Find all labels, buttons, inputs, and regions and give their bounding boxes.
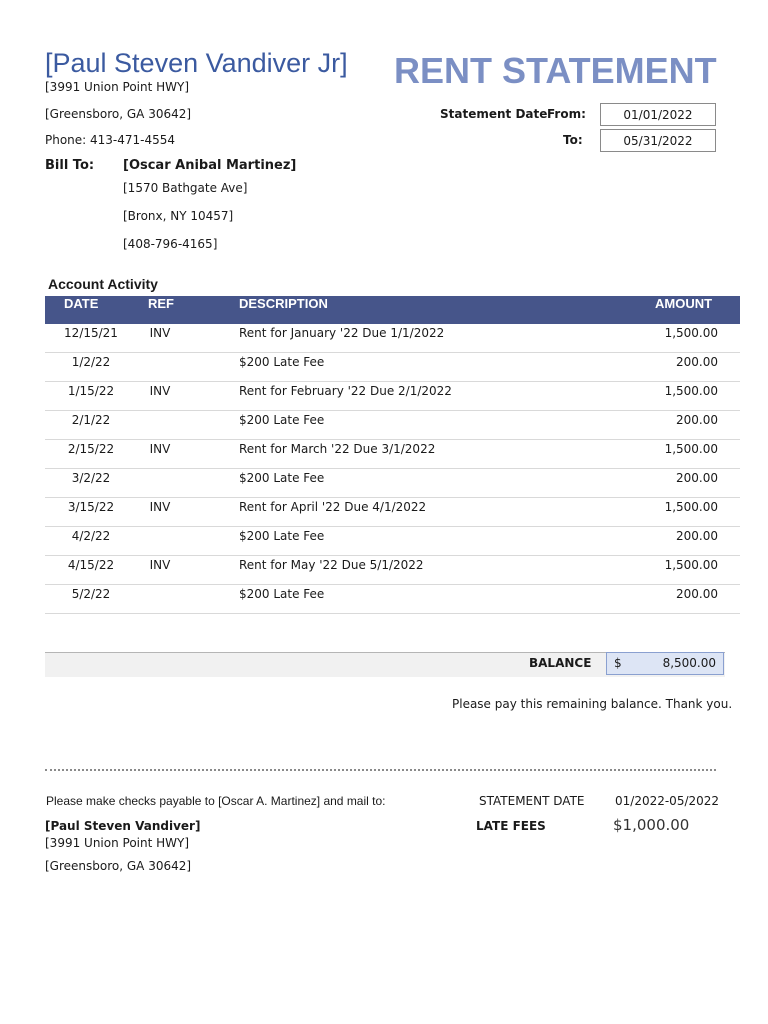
row-date: 1/2/22 [71,355,111,369]
row-description: Rent for March '22 Due 3/1/2022 [239,442,436,456]
row-amount: 200.00 [676,355,718,369]
from-date-field: 01/01/2022 [600,103,716,126]
bill-to-address-line1: [1570 Bathgate Ave] [123,181,248,195]
column-header-ref: REF [148,296,174,311]
row-date: 2/15/22 [67,442,115,456]
row-date: 12/15/21 [64,326,118,340]
statement-date-label: Statement Date [440,107,548,121]
row-amount: 1,500.00 [664,500,718,514]
row-date: 2/1/22 [71,413,111,427]
row-amount: 200.00 [676,471,718,485]
footer-statement-date-label: STATEMENT DATE [479,794,585,808]
footer-statement-date-value: 01/2022-05/2022 [615,794,720,808]
account-activity-title: Account Activity [48,276,158,292]
row-description: $200 Late Fee [239,471,325,485]
payee-name: [Paul Steven Vandiver] [45,819,201,833]
table-row [45,382,740,411]
row-description: $200 Late Fee [239,413,325,427]
table-row [45,469,740,498]
dotted-divider [45,769,716,771]
document-title: RENT STATEMENT [394,50,717,91]
row-description: $200 Late Fee [239,355,325,369]
row-description: $200 Late Fee [239,529,325,543]
table-row [45,324,740,353]
row-description: $200 Late Fee [239,587,325,601]
row-description: Rent for February '22 Due 2/1/2022 [239,384,452,398]
row-amount: 200.00 [676,587,718,601]
balance-note: Please pay this remaining balance. Thank you. [452,697,733,711]
sender-address-line2: [Greensboro, GA 30642] [45,107,192,121]
payable-instructions: Please make checks payable to [Oscar A. Martinez] and mail to: [46,794,386,808]
balance-value: 8,500.00 [662,656,716,670]
late-fees-label: LATE FEES [476,819,546,833]
bill-to-phone: [408-796-4165] [123,237,218,251]
column-header-description: DESCRIPTION [239,296,328,311]
row-amount: 1,500.00 [664,326,718,340]
payee-address-line1: [3991 Union Point HWY] [45,836,190,850]
column-header-amount: AMOUNT [655,296,713,311]
balance-label: BALANCE [529,656,592,670]
table-row [45,527,740,556]
bill-to-label: Bill To: [45,158,95,173]
sender-name: [Paul Steven Vandiver Jr] [45,48,348,78]
table-row [45,498,740,527]
sender-address-line1: [3991 Union Point HWY] [45,80,190,94]
row-ref: INV [149,500,171,514]
row-amount: 1,500.00 [664,384,718,398]
table-row [45,556,740,585]
activity-table-header [45,296,740,324]
row-description: Rent for January '22 Due 1/1/2022 [239,326,445,340]
activity-table-body [45,324,740,614]
table-row [45,585,740,614]
row-ref: INV [149,326,171,340]
late-fees-value: $1,000.00 [613,816,690,834]
column-header-date: DATE [64,296,99,311]
to-date-field: 05/31/2022 [600,129,716,152]
row-date: 3/2/22 [71,471,111,485]
sender-phone: Phone: 413-471-4554 [45,133,176,147]
row-ref: INV [149,442,171,456]
balance-currency: $ [614,656,622,670]
row-amount: 200.00 [676,413,718,427]
table-row [45,440,740,469]
row-date: 1/15/22 [67,384,115,398]
from-label: From: [547,107,586,121]
bill-to-name: [Oscar Anibal Martinez] [123,158,297,173]
row-amount: 200.00 [676,529,718,543]
row-ref: INV [149,558,171,572]
balance-total-field [606,652,724,675]
row-ref: INV [149,384,171,398]
table-row [45,411,740,440]
payee-address-line2: [Greensboro, GA 30642] [45,859,192,873]
row-description: Rent for May '22 Due 5/1/2022 [239,558,424,572]
row-date: 5/2/22 [71,587,111,601]
table-row [45,353,740,382]
row-date: 3/15/22 [67,500,115,514]
row-amount: 1,500.00 [664,558,718,572]
row-description: Rent for April '22 Due 4/1/2022 [239,500,427,514]
bill-to-address-line2: [Bronx, NY 10457] [123,209,234,223]
to-label: To: [563,133,583,147]
row-date: 4/15/22 [67,558,115,572]
row-date: 4/2/22 [71,529,111,543]
row-amount: 1,500.00 [664,442,718,456]
